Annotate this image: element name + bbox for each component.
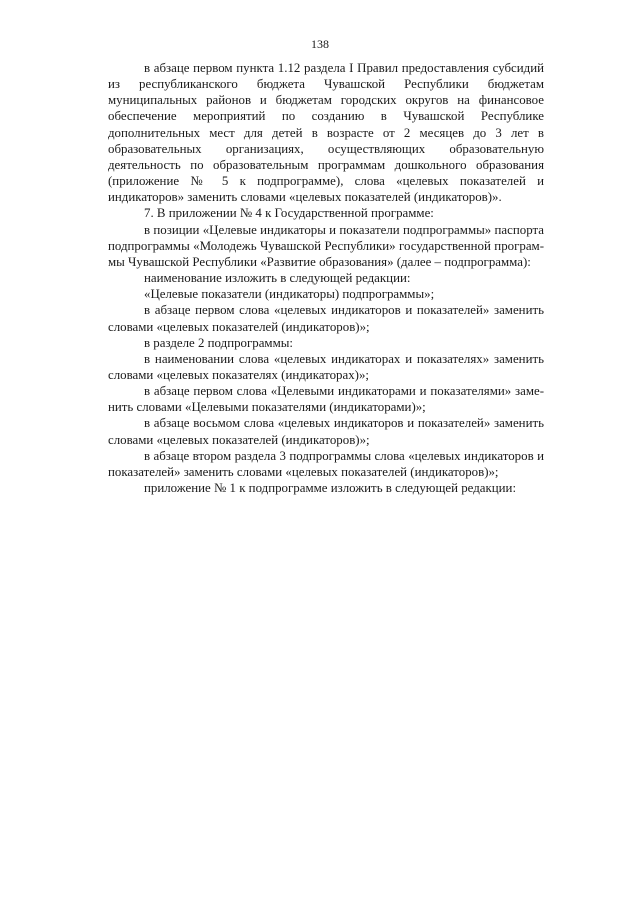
paragraph: 7. В приложении № 4 к Государственной программе:: [144, 206, 434, 221]
paragraph: в позиции «Целевые индикаторы и показатели подпрограммы» паспорта подпрограммы «Молодежь Чувашской Республики» государственной программы Чувашской Республики «Развитие образования» (далее – подпрограмма):: [108, 222, 544, 269]
paragraph: в абзаце восьмом слова «целевых индикаторов и показателей» заменить словами «целевых показателей (индикаторов)»;: [108, 416, 544, 447]
paragraph: в абзаце первом слова «целевых индикаторов и показателей» заменить словами «целевых показателей (индикаторов)»;: [108, 303, 544, 334]
body-text: [108, 60, 544, 496]
paragraph: наименование изложить в следующей редакции:: [144, 271, 411, 286]
paragraph: в абзаце первом пункта 1.12 раздела I Правил предоставления субсидий из республиканского бюджета Чувашской Республики бюджетам муниципальных районов и бюджетам городских округов на финансовое обеспечение мероприятий по созданию в Чувашской Республике дополнительных мест для детей в возрасте от 2 месяцев до 3 лет в образовательных организациях, осуществляющих образовательную деятельность по образовательным программам дошкольного образования (приложение № 5 к подпрограмме), слова «целевых показателей и индикаторов» заменить словами «целевых показателей (индикаторов)».: [108, 61, 544, 205]
paragraph: в абзаце первом слова «Целевыми индикаторами и показателями» заменить словами «Целевыми показателями (индикаторами)»;: [108, 384, 544, 415]
page-number: 138: [311, 37, 329, 51]
paragraph: приложение № 1 к подпрограмме изложить в следующей редакции:: [144, 481, 517, 496]
paragraph: в абзаце втором раздела 3 подпрограммы слова «целевых индикаторов и показателей» заменить словами «целевых показателей (индикаторов)»;: [108, 448, 544, 479]
paragraph: в наименовании слова «целевых индикаторах и показателях» заменить словами «целевых показателях (индикаторах)»;: [108, 351, 544, 382]
paragraph: «Целевые показатели (индикаторы) подпрограммы»;: [144, 287, 435, 302]
paragraph: в разделе 2 подпрограммы:: [144, 335, 293, 350]
